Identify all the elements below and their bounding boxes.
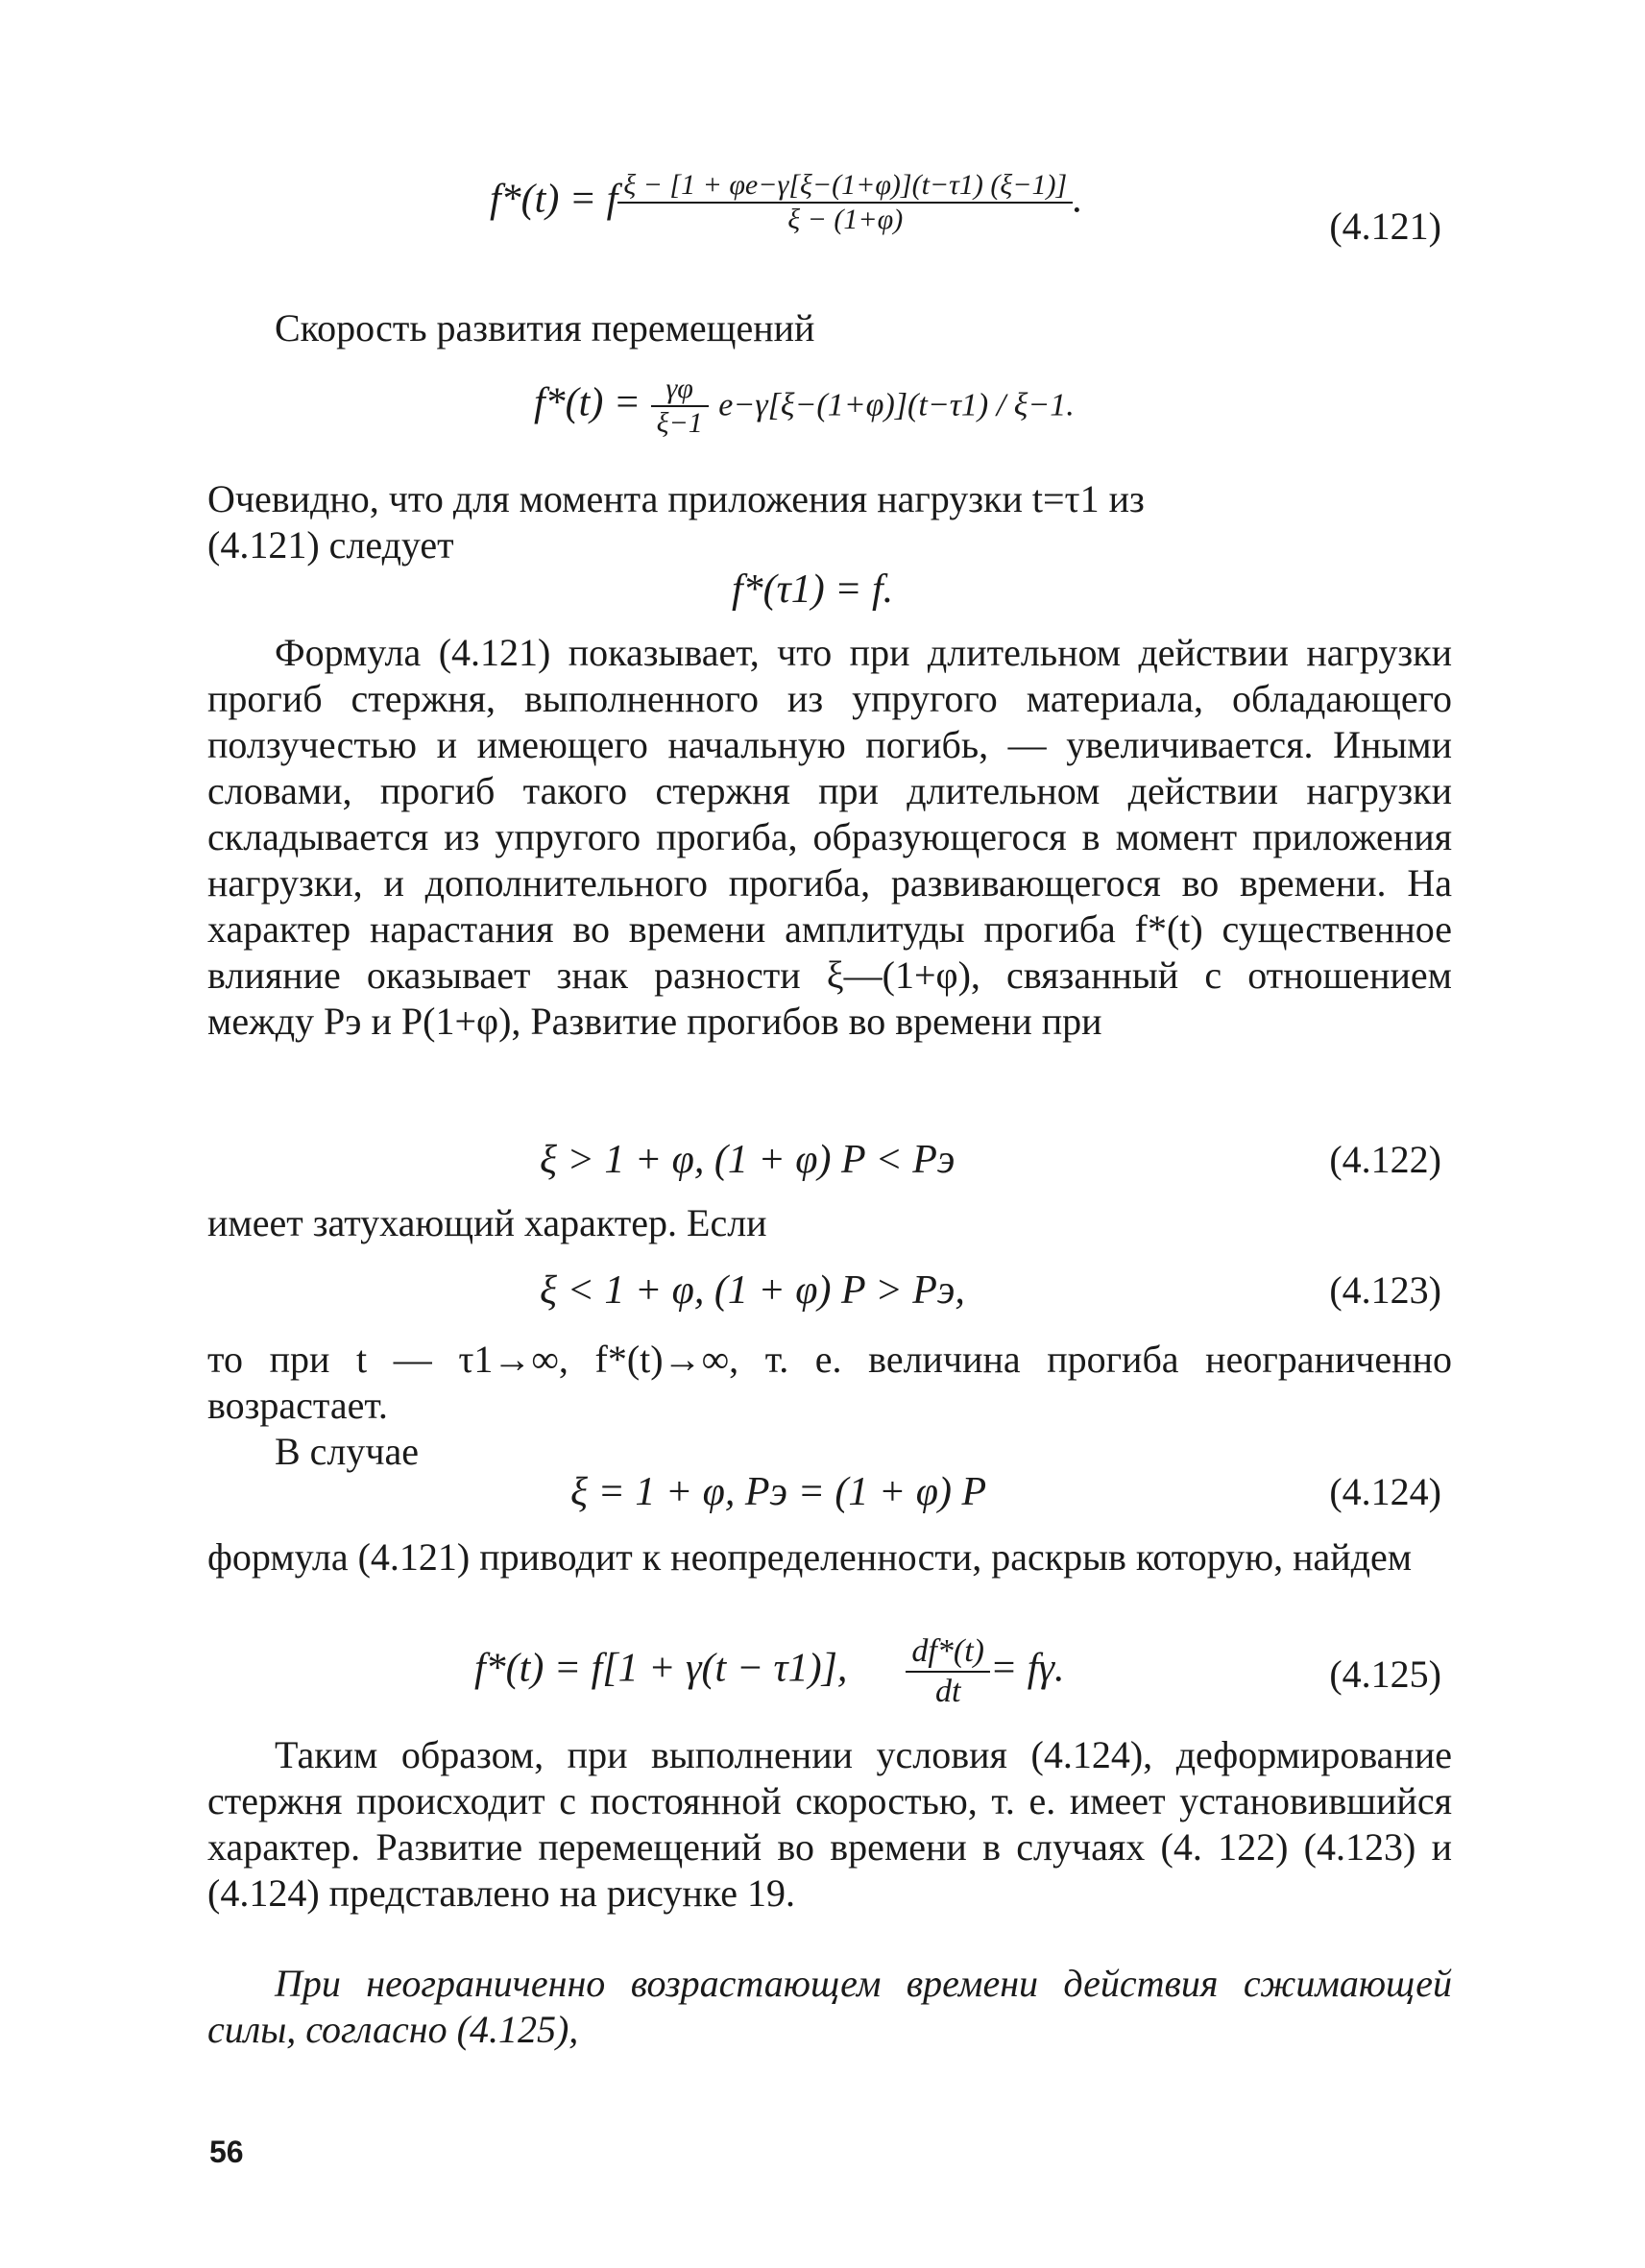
eq121-denominator: ξ − (1+φ): [787, 204, 904, 235]
rate-lhs: f*(t) =: [534, 380, 641, 425]
eq125-denominator: dt: [934, 1674, 961, 1709]
equation-label-4-124: (4.124): [1329, 1470, 1441, 1513]
equation-rate: [534, 373, 1075, 440]
eq125-fraction: [906, 1632, 990, 1711]
paragraph-thus: Таким образом, при выполнении условия (4.124), деформирование стержня происходит с постоянной скоростью, т. е. имеет установившийся характер. Развитие перемещений во времени в случаях (4. 122) (4.123) и (4.124) представлено на рисунке 19.: [207, 1733, 1452, 1915]
paragraph-unlimited: При неограниченно возрастающем времени действия сжимающей силы, согласно (4.125),: [207, 1962, 1452, 2051]
paragraph-infinite: то при t — τ1→∞, f*(t)→∞, т. е. величина прогиба неограниченно возрастает.: [207, 1338, 1452, 1427]
equation-4-123: ξ < 1 + φ, (1 + φ) P > Pэ,: [540, 1268, 965, 1313]
eq121-numerator: ξ − [1 + φe−γ[ξ−(1+φ)](t−τ1) (ξ−1)]: [617, 169, 1073, 204]
paragraph-case: В случае: [275, 1430, 420, 1473]
rate-denominator: ξ−1: [656, 407, 703, 439]
rate-numerator: γφ: [651, 373, 709, 407]
eq125-part-b: = fγ.: [989, 1646, 1065, 1691]
equation-label-4-121: (4.121): [1329, 205, 1441, 248]
paragraph-rate: Скорость развития перемещений: [275, 306, 815, 350]
page-number: 56: [209, 2135, 244, 2169]
equation-label-4-122: (4.122): [1329, 1138, 1441, 1181]
equation-label-4-125: (4.125): [1329, 1653, 1441, 1696]
paragraph-damped: имеет затухающий характер. Если: [207, 1201, 767, 1244]
paragraph-obvious: Очевидно, что для момента приложения нагрузки t=τ1 из (4.121) следует: [207, 477, 1145, 567]
eq121-fraction: [617, 169, 1073, 236]
paragraph-formula2: формула (4.121) приводит к неопределенности, раскрыв которую, найдем: [207, 1535, 1413, 1579]
equation-4-122: ξ > 1 + φ, (1 + φ) P < Pэ: [540, 1138, 956, 1182]
equation-4-125: [474, 1632, 1065, 1711]
rate-rhs: e−γ[ξ−(1+φ)](t−τ1) / ξ−1.: [718, 387, 1075, 423]
eq125-part-a: f*(t) = f[1 + γ(t − τ1)],: [474, 1646, 848, 1691]
equation-4-124: ξ = 1 + φ, Pэ = (1 + φ) P: [570, 1470, 987, 1514]
eq125-numerator: df*(t): [906, 1632, 990, 1673]
paragraph-formula: Формула (4.121) показывает, что при длительном действии нагрузки прогиб стержня, выполненного из упругого материала, обладающего ползучестью и имеющего начальную погибь, — увеличивается. Иными словами, прогиб такого стержня при длительном действии нагрузки складывается из упругого прогиба, образующегося в момент приложения нагрузки, и дополнительного прогиба, развивающегося во времени. На характер нарастания во времени амплитуды прогиба f*(t) существенное влияние оказывает знак разности ξ—(1+φ), связанный с отношением между Pэ и P(1+φ), Развитие прогибов во времени при: [207, 631, 1452, 1043]
rate-fraction: [651, 373, 709, 440]
equation-4-121: f*(t) = f $\frac{\xi - [1 + \varphi e-\gamma[\xi-(1+\varphi)](t-\tau 1) (\xi-1)]}{\xi - (1+\varphi)}$ .: [490, 169, 1083, 235]
eq121-lhs: f*(t) = f: [490, 177, 618, 222]
equation-initial-condition: f*(τ1) = f.: [732, 567, 894, 612]
equation-label-4-123: (4.123): [1329, 1268, 1441, 1312]
